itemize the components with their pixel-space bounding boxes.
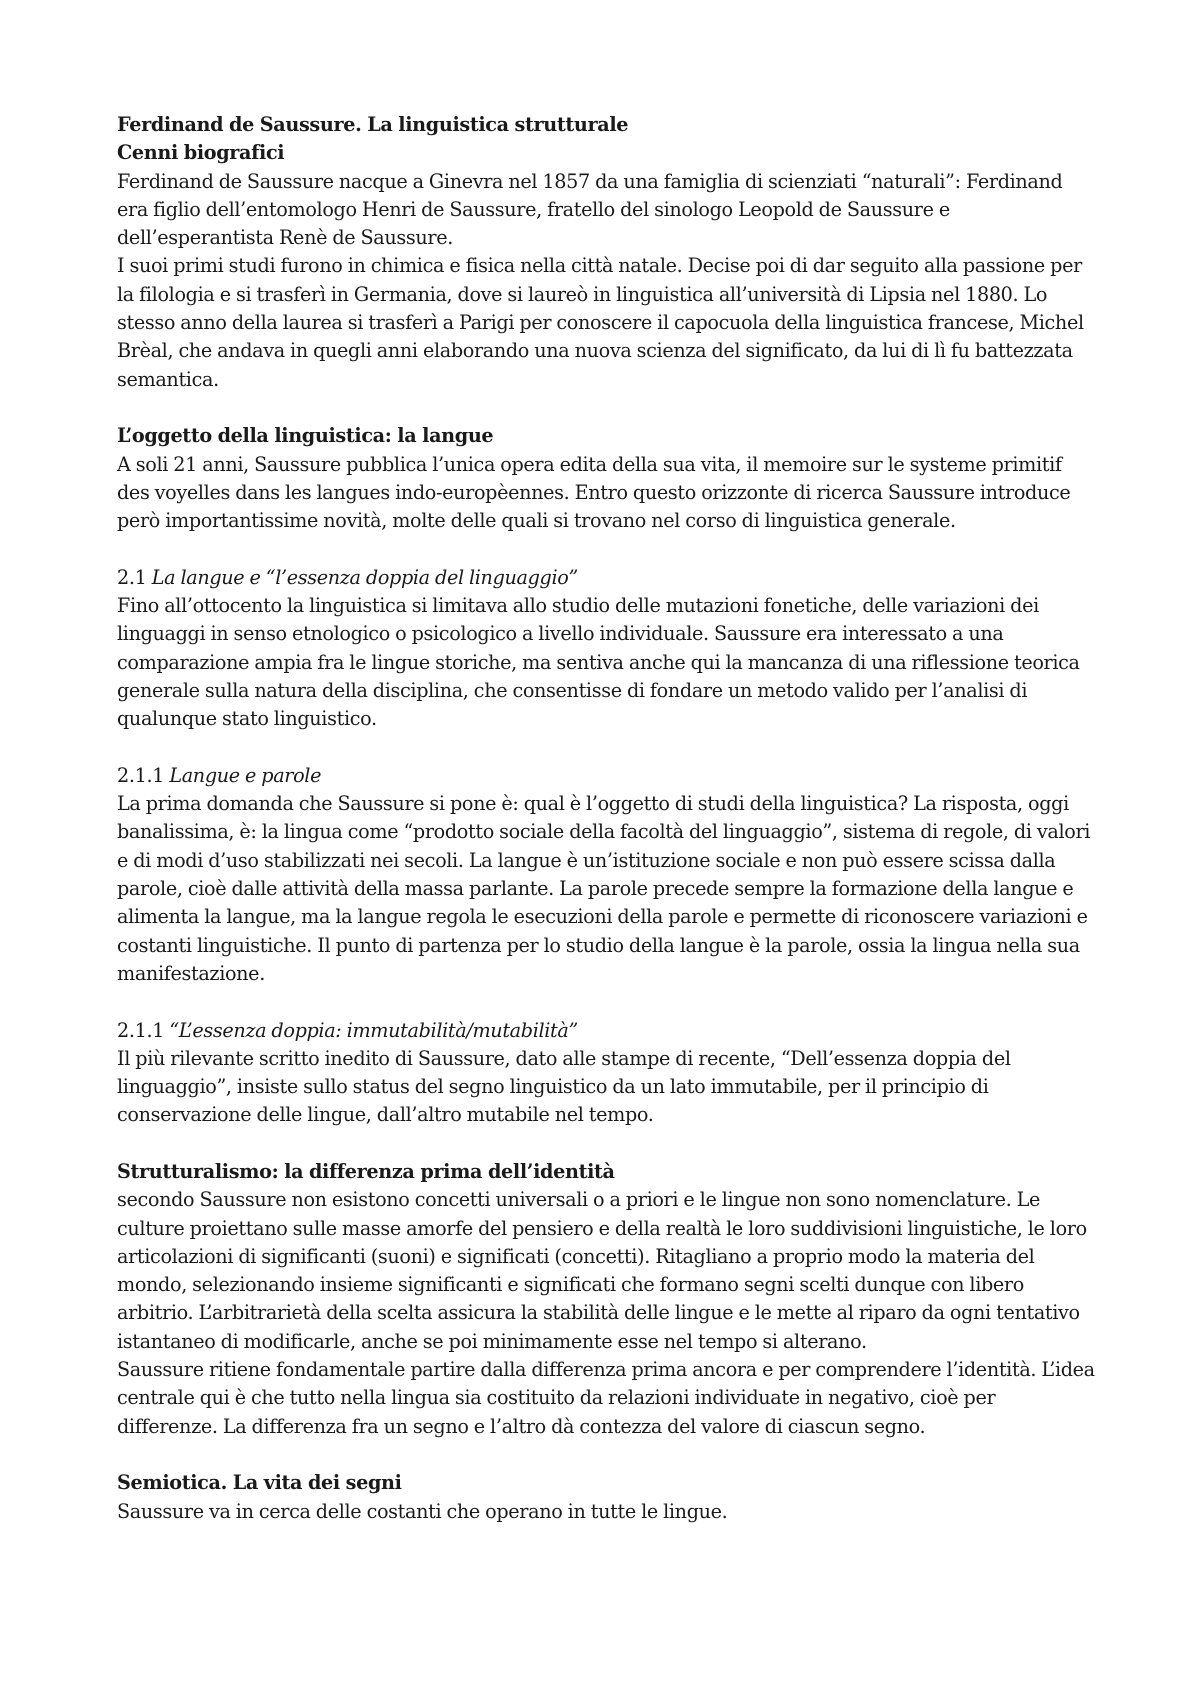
heading-oggetto-linguistica: L’oggetto della linguistica: la langue	[117, 424, 494, 448]
document-title: Ferdinand de Saussure. La linguistica strutturale	[117, 113, 629, 136]
paragraph-langue-parole: La prima domanda che Saussure si pone è: qual è l’oggetto di studi della linguistica? La risposta, oggi banalissima, è: la lingua come “prodotto sociale della facoltà del linguaggio”, sistema di regole, di valori e di modi d’uso stabilizzati nei secoli. La langue è un’istituzione sociale e non può essere scissa dalla parole, cioè dalle attività della massa parlante. La parole precede sempre la formazione della langue e alimenta la langue, ma la langue regola le esecuzioni della parole e permette di riconoscere variazioni e costanti linguistiche. Il punto di partenza per lo studio della langue è la parole, ossia la lingua nella sua manifestazione.	[117, 792, 1091, 985]
heading-semiotica: Semiotica. La vita dei segni	[117, 1471, 402, 1495]
subheading-2-1-1-title: Langue e parole	[169, 763, 322, 787]
heading-strutturalismo: Strutturalismo: la differenza prima dell’identità	[117, 1159, 615, 1183]
spacer	[117, 1130, 1097, 1158]
paragraph-2-1: Fino all’ottocento la linguistica si limitava allo studio delle mutazioni fonetiche, delle variazioni dei linguaggi in senso etnologico o psicologico a livello individuale. Saussure era interessato a una comparazione ampia fra le lingue storiche, ma sentiva anche qui la mancanza di una riflessione teorica generale sulla natura della disciplina, che consentisse di fondare un metodo valido per l’analisi di qualunque stato linguistico.	[117, 594, 1080, 731]
paragraph-oggetto-1: A soli 21 anni, Saussure pubblica l’unica opera edita della sua vita, il memoire sur le systeme primitif des voyelles dans les langues indo-europèennes. Entro questo orizzonte di ricerca Saussure introduce però importantissime novità, molte delle quali si trovano nel corso di linguistica generale.	[117, 452, 1071, 533]
paragraph-bio-1: Ferdinand de Saussure nacque a Ginevra nel 1857 da una famiglia di scienziati “naturali”: Ferdinand era figlio dell’entomologo Henri de Saussure, fratello del sinologo Leopold de Saussure e dell’esperantista Renè de Saussure.	[117, 169, 1063, 250]
subheading-2-1-1-b-number: 2.1.1	[117, 1018, 165, 1042]
paragraph-bio-2: I suoi primi studi furono in chimica e fisica nella città natale. Decise poi di dar seguito alla passione per la filologia e si trasferì in Germania, dove si laureò in linguistica all’università di Lipsia nel 1880. Lo stesso anno della laurea si trasferì a Parigi per conoscere il capocuola della linguistica francese, Michel Brèal, che andava in quegli anni elaborando una nuova scienza del significato, da lui di lì fu battezzata semantica.	[117, 254, 1084, 391]
subheading-2-1-1-b-title: “L’essenza doppia: immutabilità/mutabilità”	[169, 1018, 578, 1042]
heading-cenni-biografici: Cenni biografici	[117, 141, 285, 165]
spacer	[117, 988, 1097, 1016]
paragraph-essenza-doppia: Il più rilevante scritto inedito di Saussure, dato alle stampe di recente, “Dell’essenza doppia del linguaggio”, insiste sullo status del segno linguistico da un lato immutabile, per il principio di conservazione delle lingue, dall’altro mutabile nel tempo.	[117, 1046, 1011, 1127]
spacer	[117, 535, 1097, 563]
subheading-2-1-title: La langue e “l’essenza doppia del linguaggio”	[151, 565, 578, 589]
paragraph-strutturalismo-2: Saussure ritiene fondamentale partire dalla differenza prima ancora e per comprendere l’identità. L’idea centrale qui è che tutto nella lingua sia costituito da relazioni individuate in negativo, cioè per differenze. La differenza fra un segno e l’altro dà contezza del valore di ciascun segno.	[117, 1358, 1095, 1438]
subheading-2-1	[117, 564, 1097, 592]
paragraph-strutturalismo-1: secondo Saussure non esistono concetti universali o a priori e le lingue non sono nomenclature. Le culture proiettano sulle masse amorfe del pensiero e della realtà le loro suddivisioni linguistiche, le loro articolazioni di significanti (suoni) e significati (concetti). Ritagliano a proprio modo la materia del mondo, selezionando insieme significanti e significati che formano segni scelti dunque con libero arbitrio. L’arbitrarietà della scelta assicura la stabilità delle lingue e le mette al riparo da ogni tentativo istantaneo di modificarle, anche se poi minimamente esse nel tempo si alterano.	[117, 1188, 1087, 1353]
subheading-2-1-1-langue-parole	[117, 762, 1097, 790]
subheading-2-1-1-essenza-doppia	[117, 1017, 1097, 1045]
spacer	[117, 394, 1097, 422]
document-page	[117, 111, 1097, 1526]
spacer	[117, 1441, 1097, 1469]
spacer	[117, 734, 1097, 762]
subheading-2-1-number: 2.1	[117, 565, 147, 589]
subheading-2-1-1-number: 2.1.1	[117, 763, 165, 787]
paragraph-semiotica-1: Saussure va in cerca delle costanti che operano in tutte le lingue.	[117, 1499, 728, 1523]
